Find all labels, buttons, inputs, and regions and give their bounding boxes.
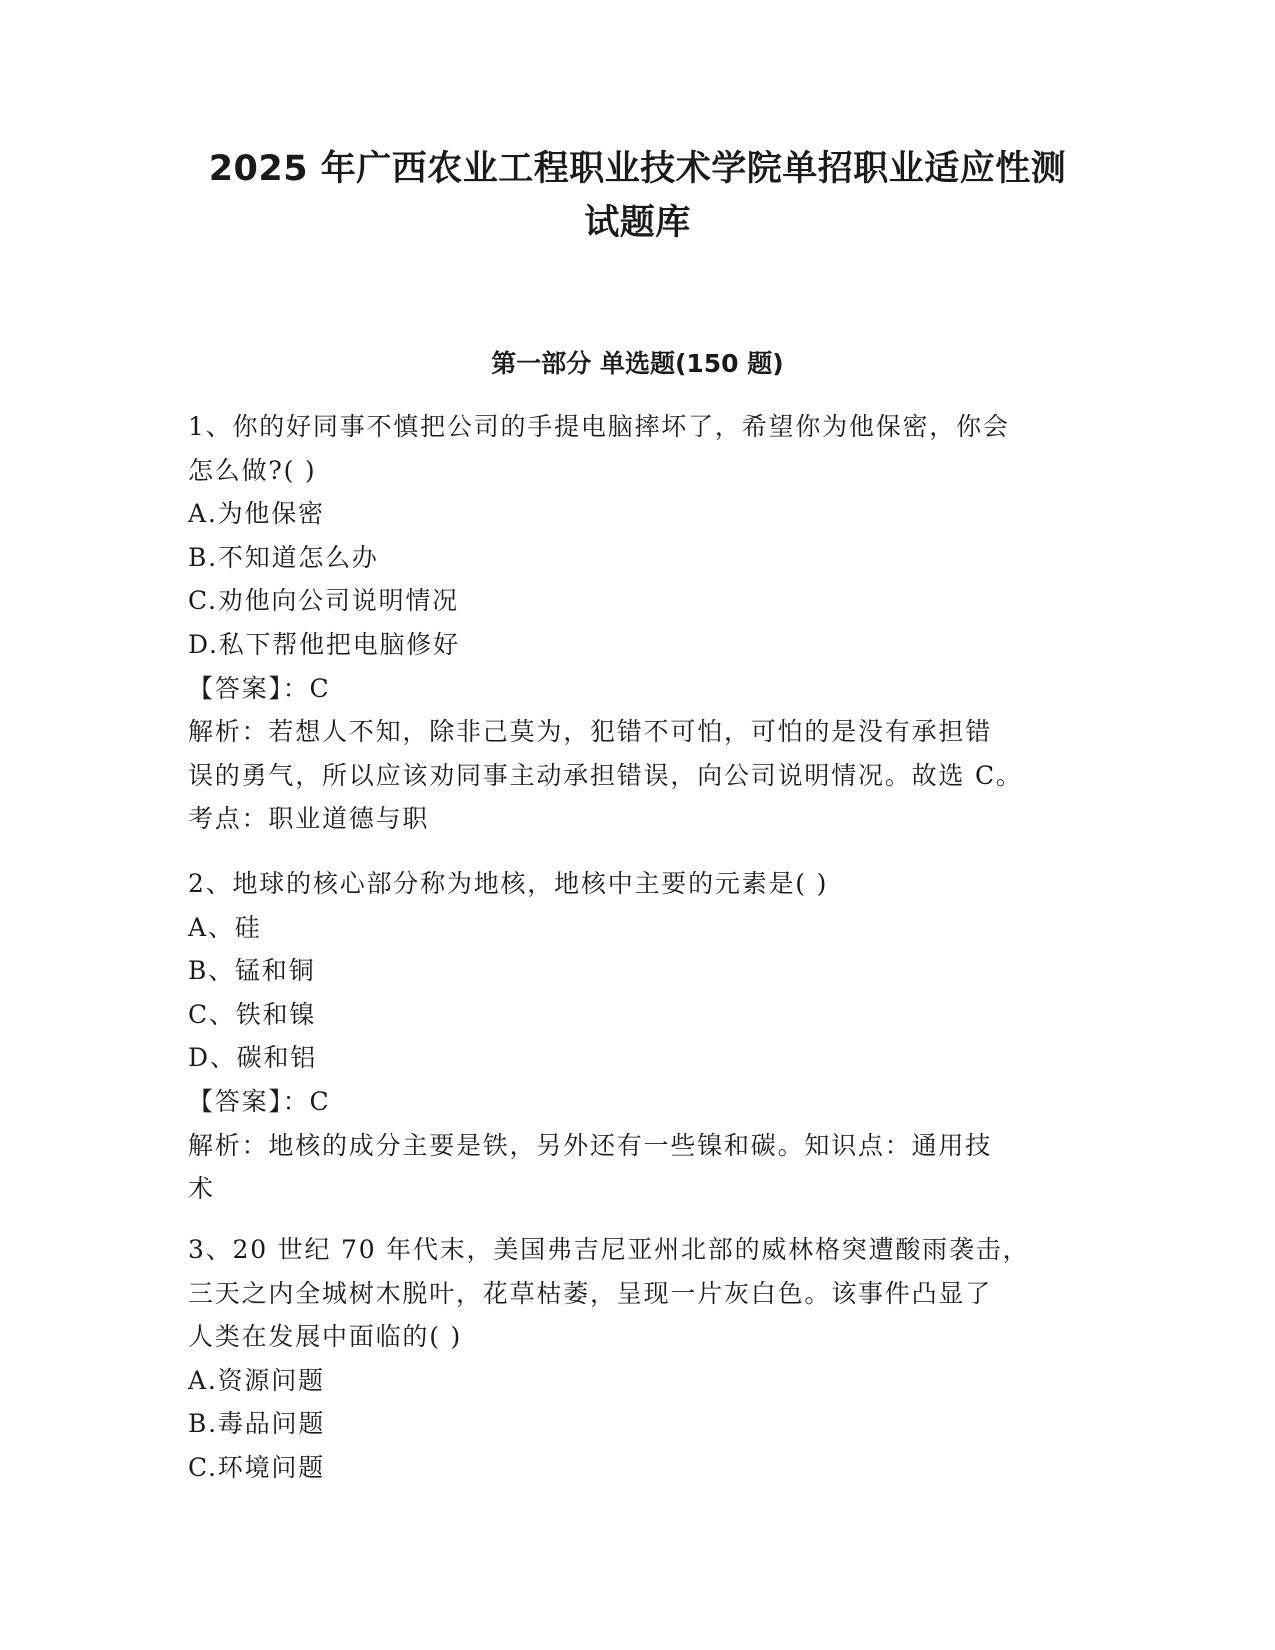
option-c: C.劝他向公司说明情况 <box>188 586 459 616</box>
question-2 <box>188 862 1088 1211</box>
question-stem-line: 人类在发展中面临的( ) <box>188 1322 463 1352</box>
analysis-line: 解析：地核的成分主要是铁，另外还有一些镍和碳。知识点：通用技 <box>188 1130 993 1160</box>
section-title: 第一部分 单选题(150 题) <box>491 349 784 378</box>
document-title <box>150 142 1125 250</box>
question-stem-line: 1、你的好同事不慎把公司的手提电脑摔坏了，希望你为他保密，你会 <box>188 412 1010 441</box>
option-c: C.环境问题 <box>188 1452 325 1482</box>
option-b: B、锰和铜 <box>188 956 316 986</box>
option-a: A.为他保密 <box>188 499 325 529</box>
option-a: A、硅 <box>188 912 262 942</box>
analysis-line: 考点：职业道德与职 <box>188 804 430 834</box>
analysis-line: 误的勇气，所以应该劝同事主动承担错误，向公司说明情况。故选 C。 <box>188 760 1023 790</box>
question-stem-line: 怎么做?( ) <box>188 455 317 485</box>
question-1 <box>188 405 1088 841</box>
option-c: C、铁和镍 <box>188 999 317 1029</box>
question-stem-line: 2、地球的核心部分称为地核，地核中主要的元素是( ) <box>188 869 829 898</box>
question-3 <box>188 1228 1088 1490</box>
option-d: D、碳和铝 <box>188 1043 318 1073</box>
option-a: A.资源问题 <box>188 1365 325 1395</box>
document-title-line-1: 2025 年广西农业工程职业技术学院单招职业适应性测 <box>208 149 1067 189</box>
document-title-line-2: 试题库 <box>584 203 691 243</box>
question-stem-line: 三天之内全城树木脱叶，花草枯萎，呈现一片灰白色。该事件凸显了 <box>188 1278 993 1308</box>
question-stem-line: 3、20 世纪 70 年代末，美国弗吉尼亚州北部的威林格突遭酸雨袭击， <box>188 1235 1030 1264</box>
option-b: B.毒品问题 <box>188 1409 326 1439</box>
option-d: D.私下帮他把电脑修好 <box>188 629 460 659</box>
option-b: B.不知道怎么办 <box>188 542 379 572</box>
analysis-line: 解析：若想人不知，除非己莫为，犯错不可怕，可怕的是没有承担错 <box>188 717 993 747</box>
answer-line: 【答案】：C <box>188 1086 331 1116</box>
answer-line: 【答案】：C <box>188 673 331 703</box>
analysis-line: 术 <box>188 1174 215 1204</box>
